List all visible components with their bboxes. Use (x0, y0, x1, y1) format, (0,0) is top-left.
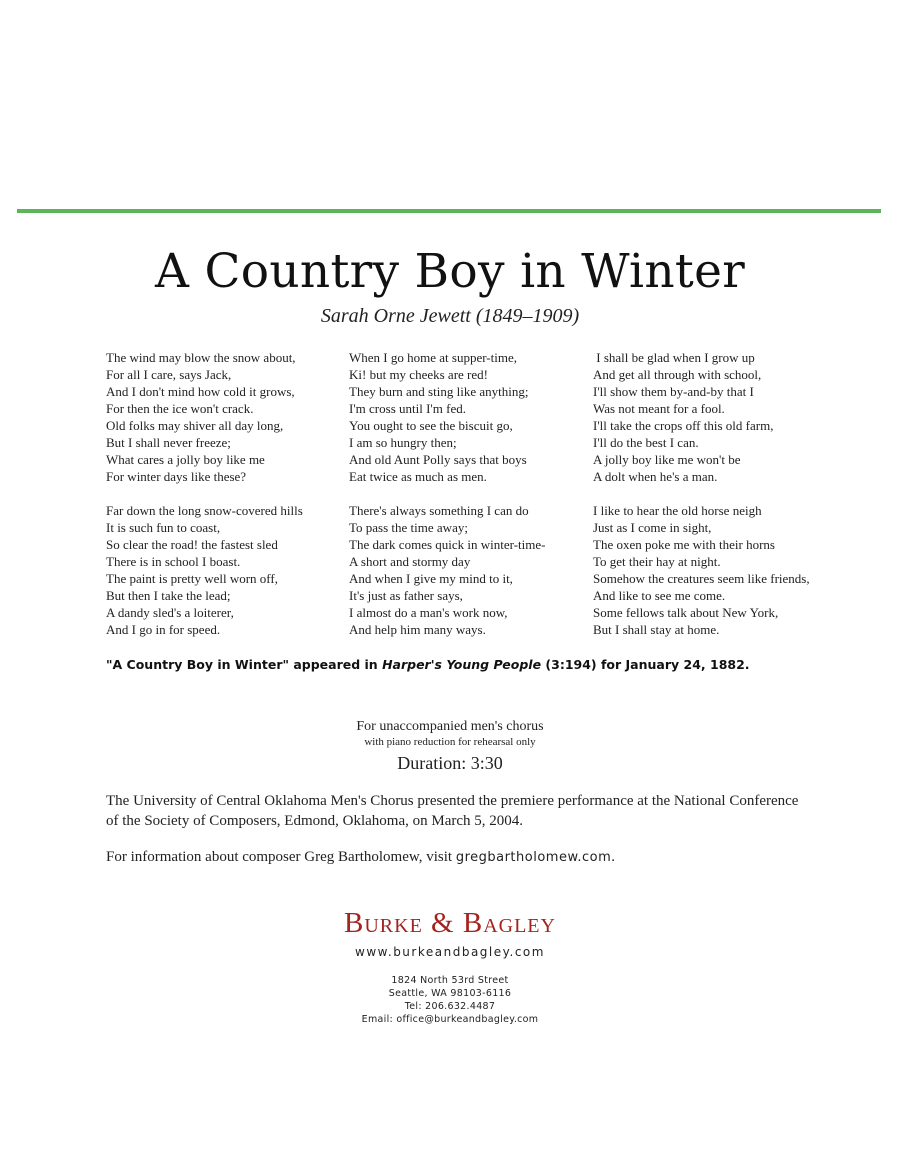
poem-line: A jolly boy like me won't be (593, 452, 741, 467)
poem-line: They burn and sting like anything; (349, 384, 529, 399)
phone-number: Tel: 206.632.4487 (404, 1001, 496, 1012)
premiere-note: The University of Central Oklahoma Men's Chorus presented the premiere performance at the National Conference of the Society of Composers, Edmond, Oklahoma, on March 5, 2004. (106, 793, 799, 829)
composer-info-text: For information about composer Greg Bartholomew, visit (106, 849, 456, 865)
poem-line: And I don't mind how cold it grows, (106, 384, 295, 399)
poem-body (106, 349, 866, 655)
poem-line: I almost do a man's work now, (349, 605, 508, 620)
poem-line: The wind may blow the snow about, (106, 350, 296, 365)
poem-column-1 (106, 349, 349, 655)
stanza (593, 349, 866, 485)
poem-line: When I go home at supper-time, (349, 350, 517, 365)
poem-column-3 (593, 349, 866, 655)
stanza (349, 349, 593, 485)
poem-line: And help him many ways. (349, 622, 486, 637)
poem-line: I'll do the best I can. (593, 435, 699, 450)
poem-column-2 (349, 349, 593, 655)
poem-line: I'll show them by-and-by that I (593, 384, 754, 399)
scoring-subline: with piano reduction for rehearsal only (364, 736, 536, 748)
poem-line: Ki! but my cheeks are red! (349, 367, 488, 382)
poem-line: There's always something I can do (349, 503, 529, 518)
composer-info-end: . (611, 849, 616, 865)
poem-line: The paint is pretty well worn off, (106, 571, 278, 586)
poem-line: I'm cross until I'm fed. (349, 401, 466, 416)
poem-line: The oxen poke me with their horns (593, 537, 775, 552)
poem-line: Just as I come in sight, (593, 520, 712, 535)
poem-line: And like to see me come. (593, 588, 726, 603)
header-divider-line (17, 209, 881, 213)
email-address[interactable]: Email: office@burkeandbagley.com (361, 1014, 539, 1025)
poem-line: I'll take the crops off this old farm, (593, 418, 774, 433)
poem-line: I like to hear the old horse neigh (593, 503, 762, 518)
poem-line: There is in school I boast. (106, 554, 241, 569)
publisher-address (0, 974, 900, 1026)
poem-line: It is such fun to coast, (106, 520, 221, 535)
poem-line: For then the ice won't crack. (106, 401, 254, 416)
poem-author: Sarah Orne Jewett (1849–1909) (320, 305, 580, 327)
publication-note (106, 656, 866, 674)
poem-line: What cares a jolly boy like me (106, 452, 265, 467)
poem-line: And get all through with school, (593, 367, 762, 382)
poem-line: You ought to see the biscuit go, (349, 418, 513, 433)
poem-line: It's just as father says, (349, 588, 463, 603)
address-city: Seattle, WA 98103-6116 (388, 988, 512, 999)
poem-line: For winter days like these? (106, 469, 247, 484)
publisher-website-link[interactable]: www.burkeandbagley.com (355, 945, 545, 959)
poem-line: But I shall never freeze; (106, 435, 231, 450)
composer-info (106, 847, 806, 868)
publisher-logo: Burke & Bagley (344, 907, 556, 939)
poem-line: Eat twice as much as men. (349, 469, 487, 484)
publication-note-after: (3:194) for January 24, 1882. (541, 657, 750, 672)
scoring-line: For unaccompanied men's chorus (356, 719, 544, 734)
poem-line: Was not meant for a fool. (593, 401, 725, 416)
poem-line: The dark comes quick in winter-time- (349, 537, 546, 552)
poem-line: I shall be glad when I grow up (593, 350, 755, 365)
scoring-info (0, 718, 900, 775)
composer-website-link[interactable]: gregbartholomew.com (455, 850, 612, 865)
poem-line: A short and stormy day (349, 554, 471, 569)
poem-line: But then I take the lead; (106, 588, 231, 603)
poem-line: Somehow the creatures seem like friends, (593, 571, 810, 586)
stanza (106, 502, 349, 638)
poem-line: To get their hay at night. (593, 554, 721, 569)
poem-line: But I shall stay at home. (593, 622, 720, 637)
poem-line: Some fellows talk about New York, (593, 605, 779, 620)
poem-line: To pass the time away; (349, 520, 468, 535)
stanza (349, 502, 593, 638)
poem-line: For all I care, says Jack, (106, 367, 232, 382)
publication-note-before: "A Country Boy in Winter" appeared in (106, 657, 383, 672)
poem-line: A dandy sled's a loiterer, (106, 605, 234, 620)
poem-title: A Country Boy in Winter (155, 244, 745, 299)
stanza (106, 349, 349, 485)
poem-line: And I go in for speed. (106, 622, 221, 637)
poem-line: A dolt when he's a man. (593, 469, 718, 484)
stanza (593, 502, 866, 638)
poem-line: And old Aunt Polly says that boys (349, 452, 527, 467)
address-street: 1824 North 53rd Street (391, 975, 509, 986)
poem-line: And when I give my mind to it, (349, 571, 513, 586)
poem-line: Far down the long snow-covered hills (106, 503, 303, 518)
duration: Duration: 3:30 (397, 753, 503, 773)
poem-line: I am so hungry then; (349, 435, 457, 450)
poem-line: Old folks may shiver all day long, (106, 418, 284, 433)
publication-journal: Harper's Young People (382, 657, 542, 672)
poem-line: So clear the road! the fastest sled (106, 537, 278, 552)
